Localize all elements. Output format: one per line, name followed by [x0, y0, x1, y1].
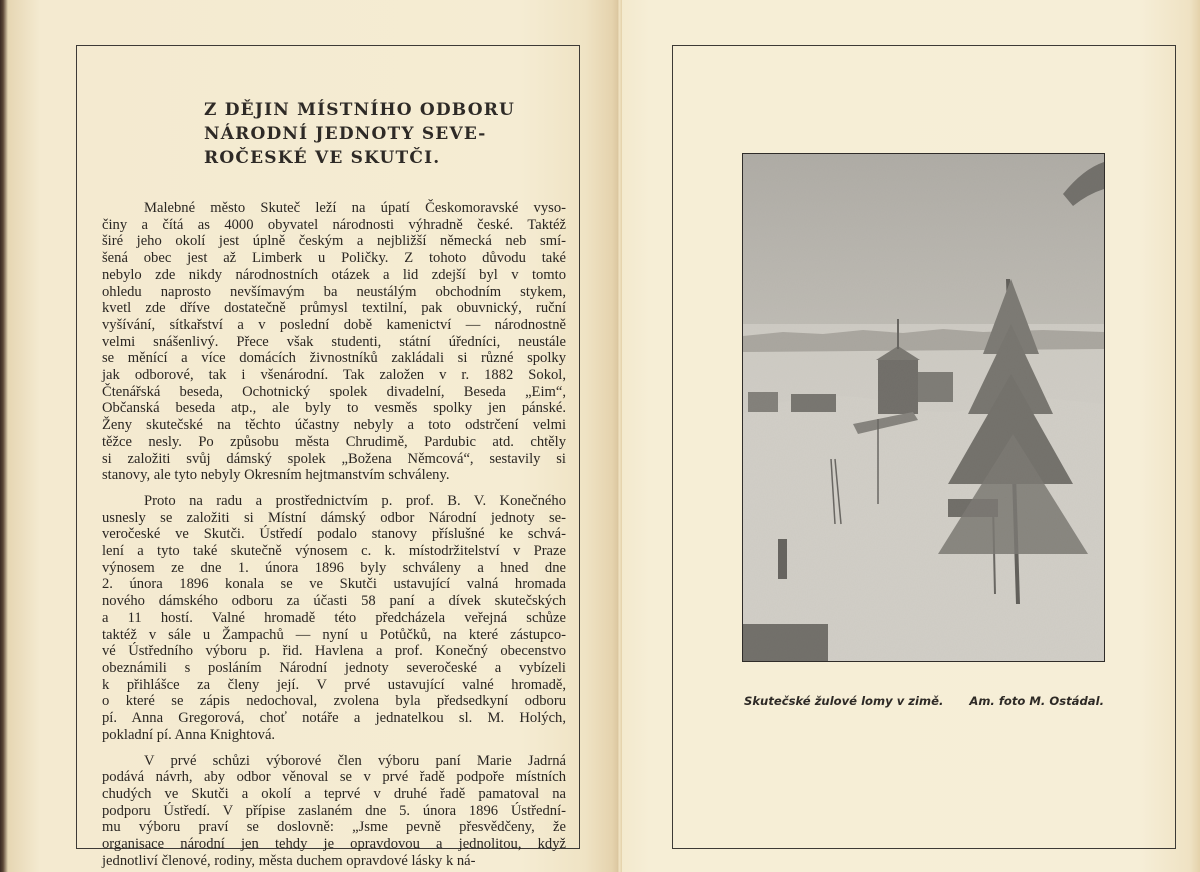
photo-caption [744, 694, 1104, 708]
article-title [204, 98, 564, 170]
article-body [102, 200, 566, 869]
text-line: organisace národní jen tehdy je opravdovou a jednolitou, když [102, 836, 566, 853]
text-line: ohledu naprosto nevšímavým ba neustálým obchodním stykem, [102, 283, 566, 300]
text-line: nebylo zde nikdy národnostních otázek a lid zdejší byl v tomto [102, 266, 566, 283]
paragraph-2 [102, 493, 566, 744]
text-line: nového dámského odboru za účasti 58 paní a dívek skutečských [102, 593, 566, 610]
text-line: širé jeho okolí jest úplně českým a nejbližší německá neb smí- [102, 233, 566, 250]
text-line: kvetl zde dříve dostatečně průmysl textilní, pak obuvnický, ruční [102, 300, 566, 317]
text-line: V prvé schůzi výborové člen výboru paní Marie Jadrná [144, 752, 566, 769]
text-line: Ženy skutečské na těchto účastny nebyly a toto odstrčení velmi [102, 417, 566, 434]
text-line: Malebné město Skuteč leží na úpatí Českomoravské vyso- [144, 200, 566, 216]
photo-grain [743, 154, 1104, 661]
text-line: mu výboru praví se doslovně: „Jsme pevně přesvědčeny, že [102, 819, 566, 836]
text-line: veročeské ve Skutči. Ústředí podalo stanovy příslušné ke schvá- [102, 526, 566, 543]
text-line: jednotliví členové, rodiny, města duchem opravdové lásky k ná- [102, 852, 476, 869]
caption-text: Skutečské žulové lomy v zimě. [744, 694, 944, 708]
text-line: se měnící a více domácích živnostníků zakládali si různé spolky [102, 350, 566, 367]
text-line: a 11 hostí. Valné hromadě této předcházela veřejná schůze [102, 609, 566, 626]
text-line: vyšívání, sítkařství a v poslední době kamenictví — národnostně [102, 316, 566, 333]
text-line: těžce nesly. Po způsobu města Chrudimě, Pardubic atd. chtěly [102, 433, 566, 450]
text-line: jak odborové, tak i všenárodní. Tak založen v r. 1882 Sokol, [102, 367, 566, 384]
winter-landscape-image [743, 154, 1104, 661]
text-line: Občanská beseda atp., ale byly to vesměs spolky jen pánské. [102, 400, 566, 417]
text-line: výnosem ze dne 1. února 1896 byly schváleny a hned dne [102, 559, 566, 576]
paragraph-1 [102, 200, 566, 484]
paragraph-3 [102, 753, 566, 870]
text-line: o které se zápis nedochoval, zvolena byla předsedkyní odboru [102, 693, 566, 710]
text-line: k přihlášce za členy její. V prvé ustavující valné hromadě, [102, 676, 566, 693]
text-line: si založiti svůj dámský spolek „Božena Němcová“, sestavily si [102, 450, 566, 467]
title-line: Z DĚJIN MÍSTNÍHO ODBORU [204, 100, 516, 120]
book-gutter [617, 0, 622, 872]
text-line: šená obec jest až Limberk u Poličky. Z tohoto důvodu také [102, 250, 566, 267]
photo-credit: Am. foto M. Ostádal. [969, 694, 1104, 708]
text-line: usnesly se založiti si Místní dámský odbor Národní jednoty se- [102, 509, 566, 526]
text-line: Čtenářská beseda, Ochotnický spolek divadelní, Beseda „Eim“, [102, 383, 566, 400]
quarry-photograph [742, 153, 1105, 662]
text-line: obeznámili s posláním Národní jednoty severočeské a vybízeli [102, 659, 566, 676]
text-line: Proto na radu a prostřednictvím p. prof. B. V. Konečného [144, 492, 566, 509]
text-line: vé Ústředního výboru p. řid. Havlena a prof. Konečný obecenstvo [102, 643, 566, 660]
text-line: taktéž v sále u Žampachů — nyní u Potůčků, na které zástupco- [102, 626, 566, 643]
text-line: činy a čítá as 4000 obyvatel národnosti výhradně české. Taktéž [102, 216, 566, 233]
text-line: lení a tyto také skutečně výnosem c. k. místodržitelství v Praze [102, 543, 566, 560]
text-line: pí. Anna Gregorová, choť notáře a jednatelkou sl. M. Holých, [102, 710, 566, 727]
text-line: podává návrh, aby odbor věnoval se v prvé řadě podpoře místních [102, 769, 566, 786]
text-line: chudých ve Skutči a okolí a teprvé v druhé řadě pamatoval na [102, 785, 566, 802]
title-line: NÁRODNÍ JEDNOTY SEVE- [204, 124, 487, 144]
text-line: stanovy, ale tyto nebyly Okresním hejtmanstvím schváleny. [102, 467, 450, 484]
text-line: pokladní pí. Anna Knightová. [102, 726, 276, 743]
text-line: velmi snášenlivý. Přece však studenti, státní úředníci, neustále [102, 333, 566, 350]
text-line: 2. února 1896 konala se ve Skutči ustavující valná hromada [102, 576, 566, 593]
text-line: podporu Ústředí. V přípise zaslaném dne 5. února 1896 Ústřední- [102, 802, 566, 819]
title-line: ROČESKÉ VE SKUTČI. [204, 148, 441, 168]
